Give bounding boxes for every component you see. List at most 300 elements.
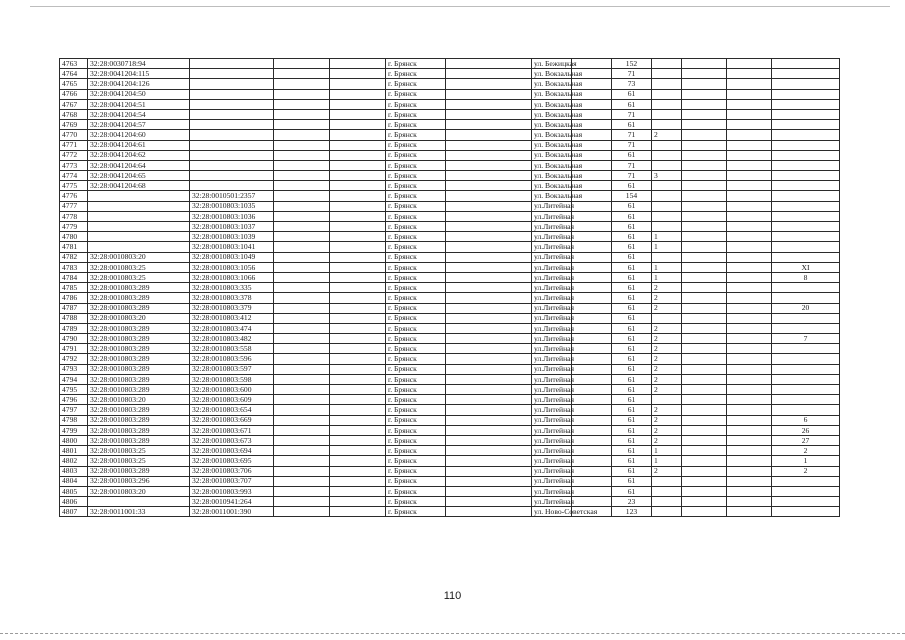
cell-city: г. Брянск (386, 272, 446, 282)
cell-empty (727, 374, 772, 384)
cell-record-number: 4794 (60, 374, 88, 384)
cell-city: г. Брянск (386, 59, 446, 69)
cell-street: ул. Вокзальная (532, 79, 572, 89)
cell-street: ул.Литейная (532, 354, 572, 364)
cell-building: 2 (652, 293, 682, 303)
cell-house: 61 (612, 354, 652, 364)
cell-empty (330, 395, 386, 405)
cell-record-number: 4798 (60, 415, 88, 425)
cell-empty (330, 262, 386, 272)
cell-city: г. Брянск (386, 79, 446, 89)
cell-empty (330, 323, 386, 333)
cell-apartment (772, 242, 840, 252)
cell-record-number: 4767 (60, 99, 88, 109)
table-row (60, 364, 840, 374)
cell-record-number: 4766 (60, 89, 88, 99)
cell-empty (446, 425, 532, 435)
cell-empty (446, 252, 532, 262)
cell-building (652, 476, 682, 486)
cell-premises-cadastral-number: 32:28:0010941:264 (190, 497, 274, 507)
cell-city: г. Брянск (386, 109, 446, 119)
cell-building (652, 109, 682, 119)
cell-empty (274, 283, 330, 293)
cell-house: 71 (612, 69, 652, 79)
cell-empty (682, 293, 727, 303)
cell-empty (682, 150, 727, 160)
cell-city: г. Брянск (386, 497, 446, 507)
cell-empty (727, 171, 772, 181)
cell-building (652, 507, 682, 517)
cell-empty (446, 497, 532, 507)
cell-empty (330, 283, 386, 293)
cell-premises-cadastral-number: 32:28:0010803:1039 (190, 232, 274, 242)
cell-house: 61 (612, 181, 652, 191)
cell-cadastral-number: 32:28:0010803:289 (88, 415, 190, 425)
cell-record-number: 4774 (60, 171, 88, 181)
cell-premises-cadastral-number: 32:28:0010803:1037 (190, 222, 274, 232)
cell-city: г. Брянск (386, 130, 446, 140)
cell-empty (682, 303, 727, 313)
cell-empty (727, 395, 772, 405)
cell-empty (727, 354, 772, 364)
cell-record-number: 4795 (60, 385, 88, 395)
cell-empty (727, 303, 772, 313)
cell-empty (274, 385, 330, 395)
cell-empty (446, 466, 532, 476)
cell-premises-cadastral-number: 32:28:0010803:694 (190, 446, 274, 456)
cell-city: г. Брянск (386, 211, 446, 221)
cell-empty (330, 140, 386, 150)
cell-empty (330, 385, 386, 395)
cell-empty (682, 283, 727, 293)
table-row (60, 242, 840, 252)
table-row (60, 171, 840, 181)
cell-apartment: 7 (772, 334, 840, 344)
cell-apartment (772, 89, 840, 99)
cell-house: 61 (612, 446, 652, 456)
cell-apartment (772, 109, 840, 119)
cell-building (652, 181, 682, 191)
cell-premises-cadastral-number: 32:28:0010803:378 (190, 293, 274, 303)
cell-city: г. Брянск (386, 405, 446, 415)
cell-apartment (772, 395, 840, 405)
cell-empty (682, 385, 727, 395)
cell-house: 61 (612, 385, 652, 395)
cell-empty (446, 385, 532, 395)
table-row (60, 232, 840, 242)
cell-empty (682, 171, 727, 181)
cell-empty (572, 456, 612, 466)
cell-street: ул. Вокзальная (532, 191, 572, 201)
cell-empty (682, 405, 727, 415)
cell-apartment (772, 130, 840, 140)
cell-premises-cadastral-number: 32:28:0011001:390 (190, 507, 274, 517)
cell-street: ул.Литейная (532, 222, 572, 232)
cell-empty (274, 435, 330, 445)
cell-building (652, 99, 682, 109)
table-row (60, 313, 840, 323)
cell-apartment: 26 (772, 425, 840, 435)
cell-empty (330, 415, 386, 425)
cell-cadastral-number (88, 232, 190, 242)
cell-apartment (772, 507, 840, 517)
cell-premises-cadastral-number: 32:28:0010803:1035 (190, 201, 274, 211)
cell-cadastral-number (88, 497, 190, 507)
cell-cadastral-number: 32:28:0011001:33 (88, 507, 190, 517)
cell-cadastral-number: 32:28:0010803:25 (88, 446, 190, 456)
cell-empty (572, 354, 612, 364)
cell-apartment: 27 (772, 435, 840, 445)
cell-cadastral-number: 32:28:0030718:94 (88, 59, 190, 69)
cell-premises-cadastral-number: 32:28:0010803:1036 (190, 211, 274, 221)
cell-record-number: 4764 (60, 69, 88, 79)
cell-empty (274, 232, 330, 242)
cell-empty (446, 507, 532, 517)
cell-building: 2 (652, 415, 682, 425)
cell-street: ул.Литейная (532, 201, 572, 211)
cell-street: ул.Литейная (532, 303, 572, 313)
cell-empty (446, 313, 532, 323)
cell-premises-cadastral-number (190, 79, 274, 89)
cell-empty (572, 405, 612, 415)
cell-premises-cadastral-number (190, 89, 274, 99)
cell-premises-cadastral-number (190, 99, 274, 109)
table-row (60, 435, 840, 445)
table-row (60, 262, 840, 272)
table-row (60, 446, 840, 456)
cell-empty (274, 171, 330, 181)
cell-premises-cadastral-number: 32:28:0010803:482 (190, 334, 274, 344)
cell-empty (727, 334, 772, 344)
cell-premises-cadastral-number (190, 181, 274, 191)
cell-house: 61 (612, 272, 652, 282)
cell-empty (446, 222, 532, 232)
cell-record-number: 4785 (60, 283, 88, 293)
cell-record-number: 4783 (60, 262, 88, 272)
cell-city: г. Брянск (386, 354, 446, 364)
cell-street: ул. Вокзальная (532, 109, 572, 119)
cell-house: 71 (612, 130, 652, 140)
cell-premises-cadastral-number: 32:28:0010803:1041 (190, 242, 274, 252)
table-row (60, 425, 840, 435)
cell-apartment (772, 385, 840, 395)
cell-empty (682, 446, 727, 456)
table-row (60, 283, 840, 293)
cell-apartment: 8 (772, 272, 840, 282)
cell-empty (682, 415, 727, 425)
cell-city: г. Брянск (386, 171, 446, 181)
table-row (60, 150, 840, 160)
table-row (60, 89, 840, 99)
cell-building: 2 (652, 425, 682, 435)
cell-empty (274, 211, 330, 221)
cell-record-number: 4777 (60, 201, 88, 211)
cell-premises-cadastral-number: 32:28:0010803:669 (190, 415, 274, 425)
cell-empty (446, 272, 532, 282)
cell-empty (274, 99, 330, 109)
cell-house: 61 (612, 334, 652, 344)
cell-building (652, 89, 682, 99)
cell-street: ул. Вокзальная (532, 160, 572, 170)
cell-street: ул. Вокзальная (532, 140, 572, 150)
cell-empty (274, 354, 330, 364)
cell-empty (274, 456, 330, 466)
cell-empty (727, 446, 772, 456)
cell-empty (682, 374, 727, 384)
cell-empty (682, 109, 727, 119)
cell-empty (330, 344, 386, 354)
cell-empty (446, 354, 532, 364)
cell-city: г. Брянск (386, 446, 446, 456)
cell-building: 1 (652, 272, 682, 282)
cell-empty (727, 89, 772, 99)
cell-empty (274, 497, 330, 507)
cell-empty (274, 109, 330, 119)
cell-house: 71 (612, 171, 652, 181)
cell-empty (727, 120, 772, 130)
cell-record-number: 4807 (60, 507, 88, 517)
cell-building (652, 160, 682, 170)
cell-empty (727, 497, 772, 507)
cell-empty (330, 435, 386, 445)
cell-street: ул.Литейная (532, 232, 572, 242)
cell-empty (446, 201, 532, 211)
cell-city: г. Брянск (386, 415, 446, 425)
cell-empty (274, 334, 330, 344)
table-row (60, 211, 840, 221)
cell-empty (682, 120, 727, 130)
cell-cadastral-number: 32:28:0010803:296 (88, 476, 190, 486)
cell-empty (572, 283, 612, 293)
cell-empty (682, 507, 727, 517)
cell-empty (727, 242, 772, 252)
cell-street: ул.Литейная (532, 283, 572, 293)
cell-apartment (772, 293, 840, 303)
cell-empty (330, 497, 386, 507)
cell-street: ул.Литейная (532, 323, 572, 333)
cell-empty (446, 395, 532, 405)
cell-empty (274, 59, 330, 69)
cell-street: ул.Литейная (532, 385, 572, 395)
cell-empty (572, 476, 612, 486)
cell-empty (682, 242, 727, 252)
cell-empty (274, 344, 330, 354)
cell-cadastral-number: 32:28:0010803:289 (88, 323, 190, 333)
cell-empty (274, 79, 330, 89)
cell-premises-cadastral-number: 32:28:0010803:654 (190, 405, 274, 415)
cell-empty (446, 262, 532, 272)
cell-city: г. Брянск (386, 160, 446, 170)
cell-empty (682, 99, 727, 109)
cell-apartment (772, 374, 840, 384)
cell-cadastral-number: 32:28:0010803:25 (88, 272, 190, 282)
cell-empty (330, 405, 386, 415)
cell-premises-cadastral-number: 32:28:0010803:609 (190, 395, 274, 405)
cell-street: ул.Литейная (532, 486, 572, 496)
cell-empty (330, 374, 386, 384)
cell-record-number: 4799 (60, 425, 88, 435)
cell-premises-cadastral-number: 32:28:0010803:412 (190, 313, 274, 323)
cell-city: г. Брянск (386, 232, 446, 242)
cell-street: ул.Литейная (532, 313, 572, 323)
cell-empty (446, 334, 532, 344)
cell-apartment: 2 (772, 446, 840, 456)
cell-empty (682, 476, 727, 486)
cell-premises-cadastral-number (190, 160, 274, 170)
cell-street: ул. Вокзальная (532, 89, 572, 99)
cell-street: ул.Литейная (532, 262, 572, 272)
cell-building: 2 (652, 303, 682, 313)
table-row (60, 201, 840, 211)
table-row (60, 293, 840, 303)
cell-apartment: 20 (772, 303, 840, 313)
cell-house: 154 (612, 191, 652, 201)
cell-empty (274, 374, 330, 384)
cell-house: 61 (612, 150, 652, 160)
cell-street: ул. Вокзальная (532, 130, 572, 140)
cell-empty (572, 486, 612, 496)
cell-empty (682, 466, 727, 476)
cell-house: 61 (612, 211, 652, 221)
cell-building: 2 (652, 344, 682, 354)
cell-record-number: 4770 (60, 130, 88, 140)
cell-empty (572, 334, 612, 344)
cell-empty (572, 446, 612, 456)
cell-cadastral-number: 32:28:0010803:289 (88, 385, 190, 395)
cell-house: 61 (612, 466, 652, 476)
cell-empty (446, 323, 532, 333)
cell-empty (727, 283, 772, 293)
cell-premises-cadastral-number (190, 69, 274, 79)
cell-city: г. Брянск (386, 456, 446, 466)
cell-empty (274, 395, 330, 405)
cell-premises-cadastral-number (190, 109, 274, 119)
cell-street: ул. Вокзальная (532, 171, 572, 181)
cell-empty (727, 323, 772, 333)
cell-street: ул.Литейная (532, 456, 572, 466)
cell-cadastral-number: 32:28:0010803:289 (88, 466, 190, 476)
cell-apartment (772, 181, 840, 191)
table-row (60, 252, 840, 262)
cell-empty (572, 272, 612, 282)
cell-building: 2 (652, 130, 682, 140)
cell-empty (330, 466, 386, 476)
cell-building: 2 (652, 435, 682, 445)
table-row (60, 222, 840, 232)
cell-building: 2 (652, 323, 682, 333)
cell-city: г. Брянск (386, 181, 446, 191)
cell-empty (727, 222, 772, 232)
cell-empty (274, 120, 330, 130)
cell-empty (330, 120, 386, 130)
cell-empty (330, 191, 386, 201)
cell-cadastral-number: 32:28:0041204:60 (88, 130, 190, 140)
cell-cadastral-number: 32:28:0041204:65 (88, 171, 190, 181)
cell-record-number: 4800 (60, 435, 88, 445)
cell-house: 61 (612, 262, 652, 272)
cell-empty (727, 466, 772, 476)
cell-apartment (772, 150, 840, 160)
cell-empty (330, 303, 386, 313)
cell-building (652, 120, 682, 130)
cell-empty (572, 425, 612, 435)
cell-empty (330, 99, 386, 109)
cell-empty (274, 181, 330, 191)
table-row (60, 140, 840, 150)
cell-record-number: 4791 (60, 344, 88, 354)
cell-empty (682, 323, 727, 333)
cell-empty (572, 364, 612, 374)
cell-house: 71 (612, 140, 652, 150)
table-row (60, 385, 840, 395)
cell-empty (682, 89, 727, 99)
cell-apartment (772, 211, 840, 221)
cell-building (652, 222, 682, 232)
cell-empty (274, 262, 330, 272)
cell-premises-cadastral-number (190, 59, 274, 69)
cell-record-number: 4788 (60, 313, 88, 323)
cell-house: 61 (612, 201, 652, 211)
cell-house: 61 (612, 99, 652, 109)
cell-premises-cadastral-number: 32:28:0010803:600 (190, 385, 274, 395)
cell-street: ул.Литейная (532, 211, 572, 221)
cell-empty (727, 476, 772, 486)
cell-empty (572, 242, 612, 252)
cell-apartment (772, 405, 840, 415)
cell-empty (274, 201, 330, 211)
cell-empty (727, 364, 772, 374)
cell-building (652, 201, 682, 211)
cell-city: г. Брянск (386, 252, 446, 262)
cell-street: ул.Литейная (532, 242, 572, 252)
cell-city: г. Брянск (386, 222, 446, 232)
cell-street: ул.Литейная (532, 466, 572, 476)
cell-empty (274, 130, 330, 140)
cell-premises-cadastral-number: 32:28:0010803:993 (190, 486, 274, 496)
cell-cadastral-number: 32:28:0041204:51 (88, 99, 190, 109)
cell-house: 71 (612, 109, 652, 119)
cell-record-number: 4806 (60, 497, 88, 507)
cell-record-number: 4789 (60, 323, 88, 333)
cell-cadastral-number: 32:28:0010803:20 (88, 486, 190, 496)
cell-street: ул.Литейная (532, 446, 572, 456)
cell-empty (446, 79, 532, 89)
cell-record-number: 4768 (60, 109, 88, 119)
table-row (60, 120, 840, 130)
cell-empty (330, 171, 386, 181)
cell-empty (682, 364, 727, 374)
cell-house: 61 (612, 415, 652, 425)
cell-apartment (772, 120, 840, 130)
table-row (60, 323, 840, 333)
cell-building: 1 (652, 456, 682, 466)
cell-house: 61 (612, 232, 652, 242)
cell-cadastral-number: 32:28:0010803:289 (88, 435, 190, 445)
cell-record-number: 4803 (60, 466, 88, 476)
cell-house: 61 (612, 435, 652, 445)
cell-empty (727, 425, 772, 435)
cell-empty (682, 201, 727, 211)
cell-empty (682, 59, 727, 69)
cell-premises-cadastral-number: 32:28:0010803:1049 (190, 252, 274, 262)
cell-empty (274, 89, 330, 99)
cell-street: ул.Литейная (532, 476, 572, 486)
cell-record-number: 4772 (60, 150, 88, 160)
cell-record-number: 4796 (60, 395, 88, 405)
cell-empty (682, 211, 727, 221)
cell-apartment (772, 191, 840, 201)
cell-record-number: 4775 (60, 181, 88, 191)
